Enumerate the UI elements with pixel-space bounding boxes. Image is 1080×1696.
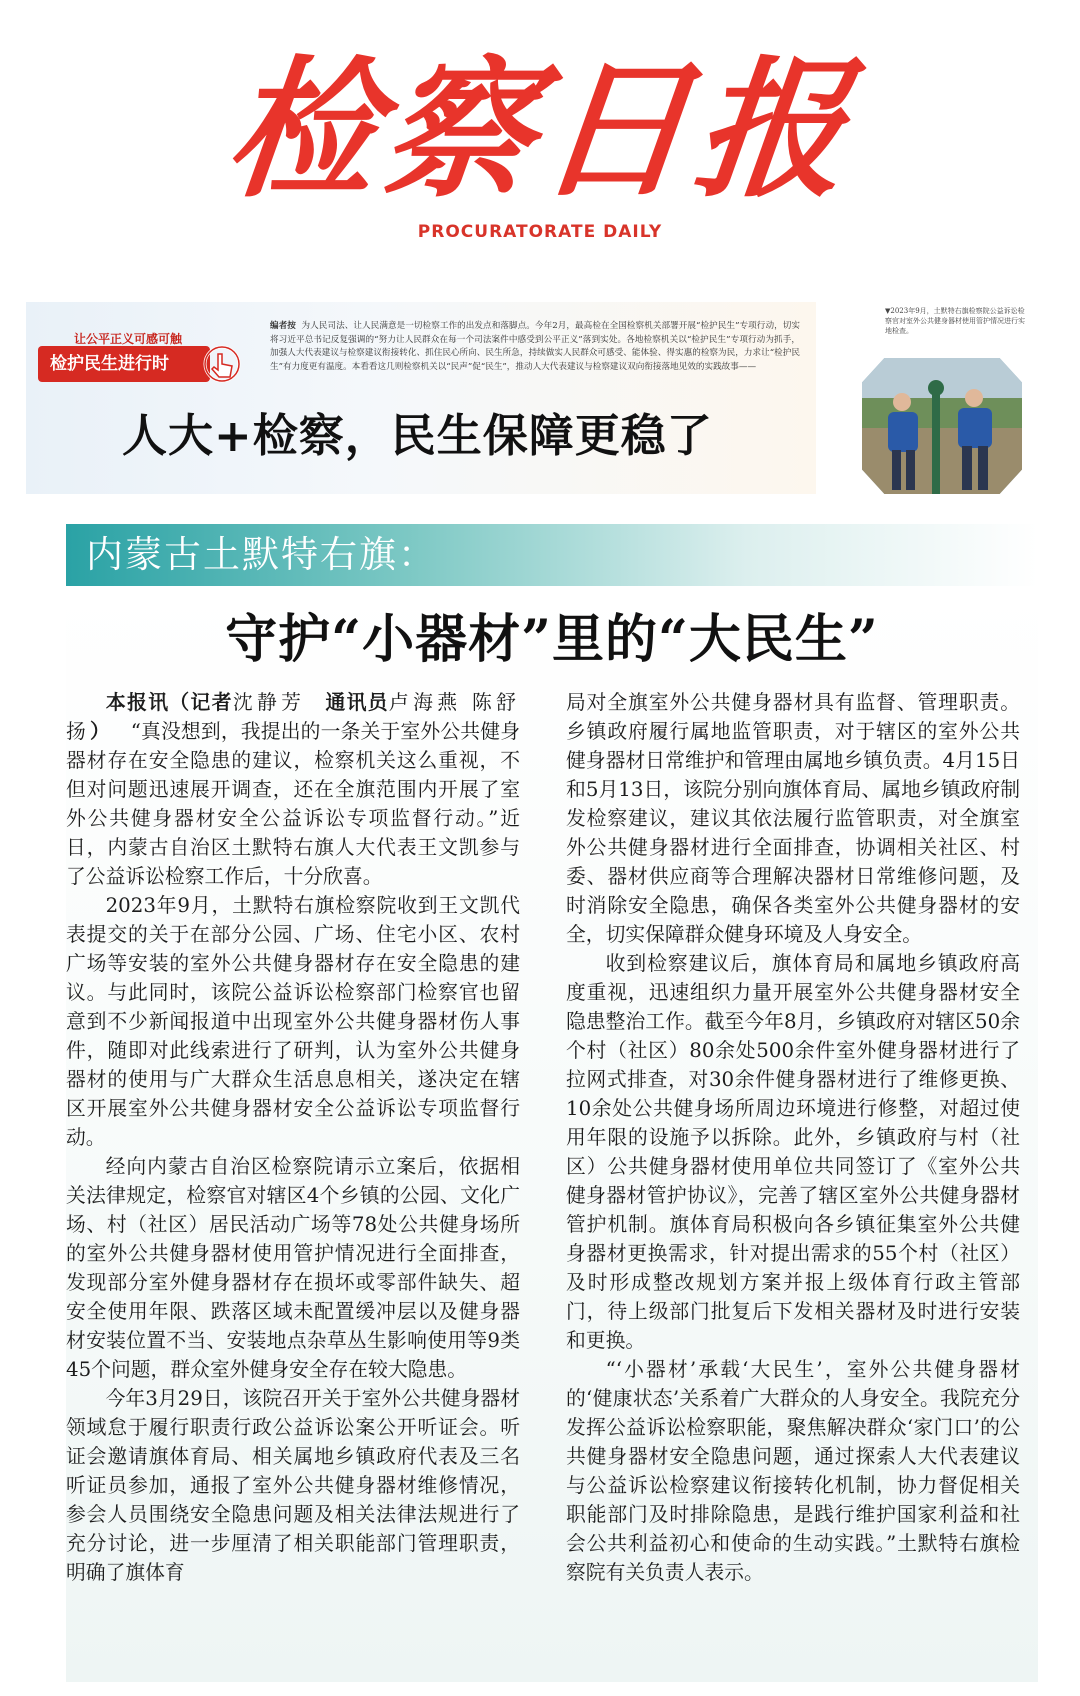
newspaper-english-name: PROCURATORATE DAILY xyxy=(417,222,663,242)
banner-headline: 人大+检察，民生保障更稳了 xyxy=(122,409,713,462)
byline-reporter: 沈静芳 xyxy=(232,691,306,714)
badge-slogan: 让公平正义可感可触 xyxy=(74,332,183,346)
article-column-right xyxy=(566,688,1020,1678)
article-kicker-band xyxy=(66,524,1038,586)
byline-mid: 通讯员 xyxy=(325,690,389,714)
newspaper-logo: 检察日报 xyxy=(218,42,862,218)
article-lead xyxy=(66,688,520,891)
paragraph: 经向内蒙古自治区检察院请示立案后，依据相关法律规定，检察官对辖区4个乡镇的公园、文化广场、村（社区）居民活动广场等78处公共健身场所的室外公共健身器材使用管护情况进行全面排查，发现部分室外健身器材存在损坏或零部件缺失、超安全使用年限、跌落区域未配置缓冲层以及健身器材安装位置不当、安装地点杂草丛生影响使用等9类45个问题，群众室外健身安全存在较大隐患。 xyxy=(66,1155,520,1381)
editor-note-text: 为人民司法、让人民满意是一切检察工作的出发点和落脚点。今年2月，最高检在全国检察机关部署开展“检护民生”专项行动，切实将习近平总书记反复强调的“努力让人民群众在每一个司法案件中感受到公平正义”落到实处。各地检察机关以“检护民生”专项行动为抓手，加强人大代表建议与检察建议衔接转化、抓住民心所向、民生所急，持续做实人民群众可感受、能体验、得实惠的检察为民，力求让“检护民生”有力度更有温度。本看看这几则检察机关以“民声”促“民生”，推动人大代表建议与检察建议双向衔接落地见效的实践故事—— xyxy=(270,321,800,372)
pointing-hand-icon xyxy=(202,344,242,384)
byline-close: ） xyxy=(89,719,111,743)
article-kicker: 内蒙古土默特右旗： xyxy=(86,533,437,576)
paragraph: 今年3月29日，该院召开关于室外公共健身器材领域怠于履行职责行政公益诉讼案公开听证会。听证会邀请旗体育局、相关属地乡镇政府代表及三名听证员参加，通报了室外公共健身器材维修情况，参会人员围绕安全隐患问题及相关法律法规进行了充分讨论，进一步厘清了相关职能部门管理职责，明确了旗体育 xyxy=(66,1387,520,1584)
news-photo xyxy=(862,358,1022,494)
lead-text: “真没想到，我提出的一条关于室外公共健身器材存在安全隐患的建议，检察机关这么重视，不但对问题迅速展开调查，还在全旗范围内开展了室外公共健身器材安全公益诉讼专项监督行动。”近日，内蒙古自治区土默特右旗人大代表王文凯参与了公益诉讼检察工作后，十分欣喜。 xyxy=(66,720,520,888)
editor-note-label: 编者按 xyxy=(270,321,296,331)
paragraph-continued: 局对全旗室外公共健身器材具有监督、管理职责。乡镇政府履行属地监管职责，对于辖区的室外公共健身器材日常维护和管理由属地乡镇负责。4月15日和5月13日，该院分别向旗体育局、属地乡镇政府制发检察建议，建议其依法履行监管职责，对全旗室外公共健身器材进行全面排查，协调相关社区、村委、器材供应商等合理解决器材日常维修问题，及时消除安全隐患，确保各类室外公共健身器材的安全，切实保障群众健身环境及人身安全。 xyxy=(566,691,1020,946)
column-badge xyxy=(38,330,248,388)
byline-correspondents: 卢海燕 陈舒扬 xyxy=(66,691,520,743)
photo-illustration xyxy=(862,358,1022,494)
paragraph: 收到检察建议后，旗体育局和属地乡镇政府高度重视，迅速组织力量开展室外公共健身器材安全隐患整治工作。截至今年8月，乡镇政府对辖区50余个村（社区）80余处500余件室外健身器材进行了拉网式排查，对30余件健身器材进行了维修更换、10余处公共健身场所周边环境进行修整，对超过使用年限的设施予以拆除。此外，乡镇政府与村（社区）公共健身器材使用单位共同签订了《室外公共健身器材管护协议》，完善了辖区室外公共健身器材管护机制。旗体育局积极向各乡镇征集室外公共健身器材更换需求，针对提出需求的55个村（社区）及时形成整改规划方案并报上级体育行政主管部门，待上级部门批复后下发相关器材及时进行安装和更换。 xyxy=(566,952,1020,1352)
feature-banner xyxy=(26,302,816,494)
editor-note xyxy=(270,320,800,374)
paragraph: 2023年9月，土默特右旗检察院收到王文凯代表提交的关于在部分公园、广场、住宅小区、农村广场等安装的室外公共健身器材存在安全隐患的建议。与此同时，该院公益诉讼检察部门检察官也留意到不少新闻报道中出现室外公共健身器材伤人事件，随即对此线索进行了研判，认为室外公共健身器材的使用与广大群众生活息息相关，遂决定在辖区开展室外公共健身器材安全公益诉讼专项监督行动。 xyxy=(66,894,520,1149)
byline-lead: 本报讯（记者 xyxy=(105,690,233,714)
article-column-left xyxy=(66,688,520,1678)
badge-label: 检护民生进行时 xyxy=(38,346,210,382)
photo-caption: ▼2023年9月，土默特右旗检察院公益诉讼检察官对室外公共健身器材使用管护情况进行实地检查。 xyxy=(885,307,1025,335)
paragraph: “‘小器材’承载‘大民生’，室外公共健身器材的‘健康状态’关系着广大群众的人身安全。我院充分发挥公益诉讼检察职能，聚焦解决群众‘家门口’的公共健身器材安全隐患问题，通过探索人大代表建议与公益诉讼检察建议衔接转化机制，协力督促相关职能部门及时排除隐患，是践行维护国家利益和社会公共利益初心和使命的生动实践。”土默特右旗检察院有关负责人表示。 xyxy=(566,1358,1020,1584)
article-title: 守护“小器材”里的“大民生” xyxy=(225,609,879,670)
masthead xyxy=(0,40,1080,250)
